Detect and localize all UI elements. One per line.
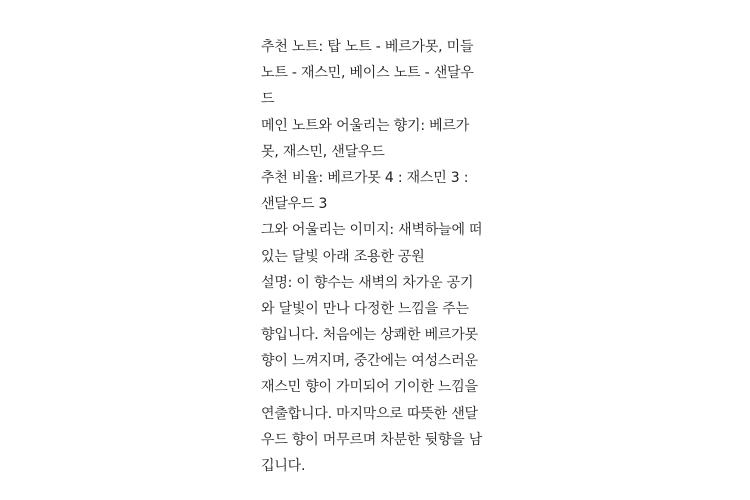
text-line: 향입니다. 처음에는 상쾌한 베르가못 <box>261 327 478 344</box>
text-line: 메인 노트와 어울리는 향기: 베르가 <box>261 117 470 134</box>
text-line: 못, 재스민, 샌달우드 <box>261 143 385 160</box>
text-line: 드 <box>261 91 275 108</box>
text-line: 샌달우드 3 <box>261 196 328 213</box>
text-line: 재스민 향이 가미되어 기이한 느낌을 <box>261 379 478 396</box>
text-line: 깁니다. <box>261 458 306 474</box>
text-line: 있는 달빛 아래 조용한 공원 <box>261 248 425 265</box>
text-line: 연출합니다. 마지막으로 따뜻한 샌달 <box>261 405 478 422</box>
text-line: 그와 어울리는 이미지: 새벽하늘에 떠 <box>261 222 483 239</box>
text-line: 노트 - 재스민, 베이스 노트 - 샌달우 <box>261 65 474 82</box>
perfume-recommendation-text <box>261 34 483 479</box>
text-line: 와 달빛이 만나 다정한 느낌을 주는 <box>261 300 469 317</box>
text-line: 추천 비율: 베르가못 4 : 재스민 3 : <box>261 169 469 186</box>
text-line: 향이 느껴지며, 중간에는 여성스러운 <box>261 353 478 370</box>
text-line: 추천 노트: 탑 노트 - 베르가못, 미들 <box>261 39 474 55</box>
text-line: 우드 향이 머무르며 차분한 뒷향을 남 <box>261 431 483 448</box>
text-line: 설명: 이 향수는 새벽의 차가운 공기 <box>261 274 474 291</box>
